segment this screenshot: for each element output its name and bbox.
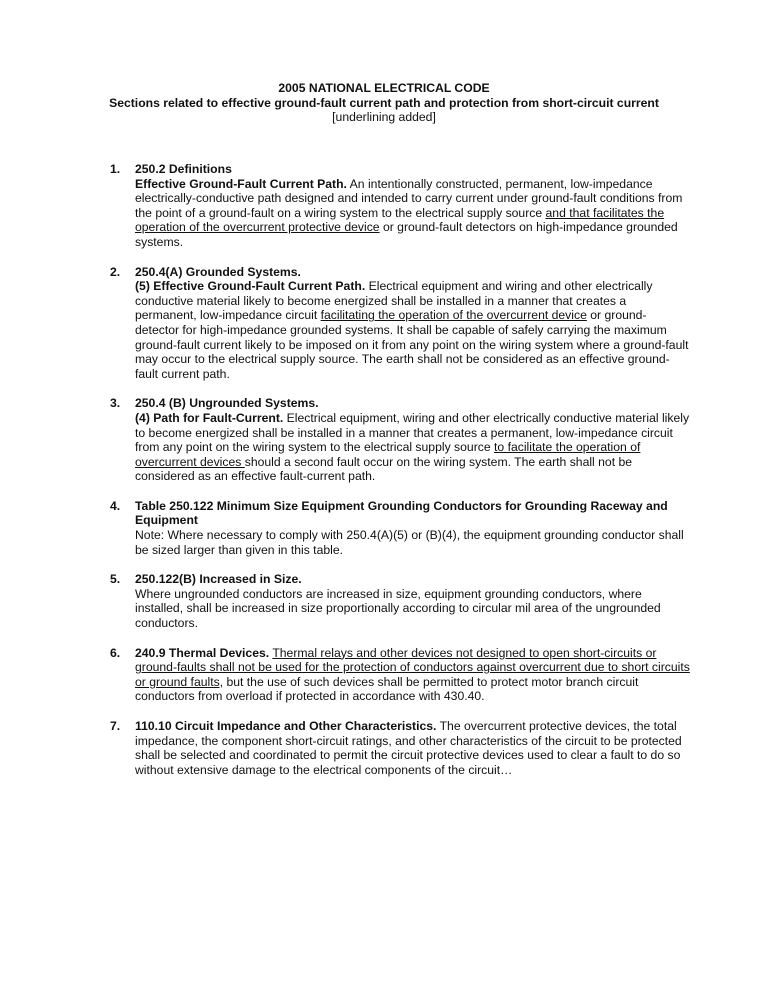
item-text: but the use of such devices shall be permitted to protect motor branch circuit conductors from overload if protected in accordance with 430.40. xyxy=(135,674,639,704)
code-section-list xyxy=(110,162,690,792)
item-number: 2. xyxy=(110,264,121,279)
item-term: Effective Ground-Fault Current Path. xyxy=(135,176,347,191)
item-heading: 250.2 Definitions xyxy=(135,162,232,176)
item-text: An intentionally constructed, permanent, low-impedance electrically-conductive path designed and intended to carry current under ground-fault conditions from the point of a ground-fault on a wiring system to the electrical supply source xyxy=(135,176,683,220)
item-term: 110.10 Circuit Impedance and Other Characteristics. xyxy=(135,719,437,733)
document-header xyxy=(0,81,768,125)
item-body: Note: Where necessary to comply with 250.4(A)(5) or (B)(4), the equipment grounding conductor shall be sized larger than given in this table. xyxy=(135,528,684,557)
list-item xyxy=(110,719,690,777)
list-item xyxy=(110,162,690,250)
document-title: 2005 NATIONAL ELECTRICAL CODE xyxy=(278,81,490,95)
item-underlined-text: to facilitate the operation of overcurrent devices xyxy=(135,440,641,469)
item-body xyxy=(135,279,690,381)
item-heading: Table 250.122 Minimum Size Equipment Grounding Conductors for Grounding Raceway and Equipment xyxy=(135,498,668,528)
document-subtitle: Sections related to effective ground-fault current path and protection from short-circuit current xyxy=(109,95,659,110)
list-item xyxy=(110,265,690,382)
list-item xyxy=(110,499,690,557)
item-text: Electrical equipment and wiring and other electrically conductive material likely to become energized shall be installed in a manner that creates a permanent, low-impedance circuit xyxy=(135,279,653,323)
item-term: (5) Effective Ground-Fault Current Path. xyxy=(135,279,366,294)
item-number: 4. xyxy=(110,498,121,513)
list-item xyxy=(110,572,690,630)
item-underlined-text: Thermal relays and other devices not designed to open short-circuits or ground-faults shall not be used for the protection of conductors against overcurrent due to short circuits or ground faults, xyxy=(135,645,690,689)
item-text: The overcurrent protective devices, the total impedance, the component short-circuit ratings, and other characteristics of the circuit to be protected shall be selected and coordinated to permit the circuit protective devices used to clear a fault to do so without extensive damage to the electrical components of the circuit… xyxy=(135,719,682,777)
item-body: Where ungrounded conductors are increased in size, equipment grounding conductors, where installed, shall be increased in size proportionally according to circular mil area of the ungrounded conductors. xyxy=(135,586,661,631)
item-text: or ground-detector for high-impedance grounded systems. It shall be capable of safely carrying the maximum ground-fault current likely to be imposed on it from any point on the wiring system where a ground-fault may occur to the electrical supply source. The earth shall not be considered as an effective ground-fault current path. xyxy=(135,308,689,381)
item-heading: 250.4 (B) Ungrounded Systems. xyxy=(135,396,319,411)
item-term: 240.9 Thermal Devices. xyxy=(135,645,270,660)
item-underlined-text: and that facilitates the operation of the overcurrent protective device xyxy=(135,205,665,235)
item-body xyxy=(135,177,690,250)
item-term: (4) Path for Fault-Current. xyxy=(135,410,284,425)
underlining-note: [underlining added] xyxy=(332,110,436,125)
item-heading: 250.122(B) Increased in Size. xyxy=(135,572,302,587)
item-number: 1. xyxy=(110,162,121,176)
item-number: 3. xyxy=(110,396,121,411)
list-item xyxy=(110,396,690,484)
item-number: 6. xyxy=(110,645,121,660)
item-number: 7. xyxy=(110,719,121,733)
item-text: or ground-fault detectors on high-impedance grounded systems. xyxy=(135,220,678,249)
item-underlined-text: facilitating the operation of the overcurrent device xyxy=(320,308,587,323)
item-body xyxy=(135,411,690,484)
item-text: should a second fault occur on the wiring system. The earth shall not be considered as an effective fault-current path. xyxy=(135,454,633,484)
item-number: 5. xyxy=(110,572,121,587)
item-body xyxy=(135,719,690,777)
item-text: Electrical equipment, wiring and other electrically conductive material likely to become energized shall be installed in a manner that creates a permanent, low-impedance circuit from any point on the wiring system to the electrical supply source xyxy=(135,410,690,455)
list-item xyxy=(110,646,690,704)
item-heading: 250.4(A) Grounded Systems. xyxy=(135,264,301,279)
item-body xyxy=(135,646,690,704)
